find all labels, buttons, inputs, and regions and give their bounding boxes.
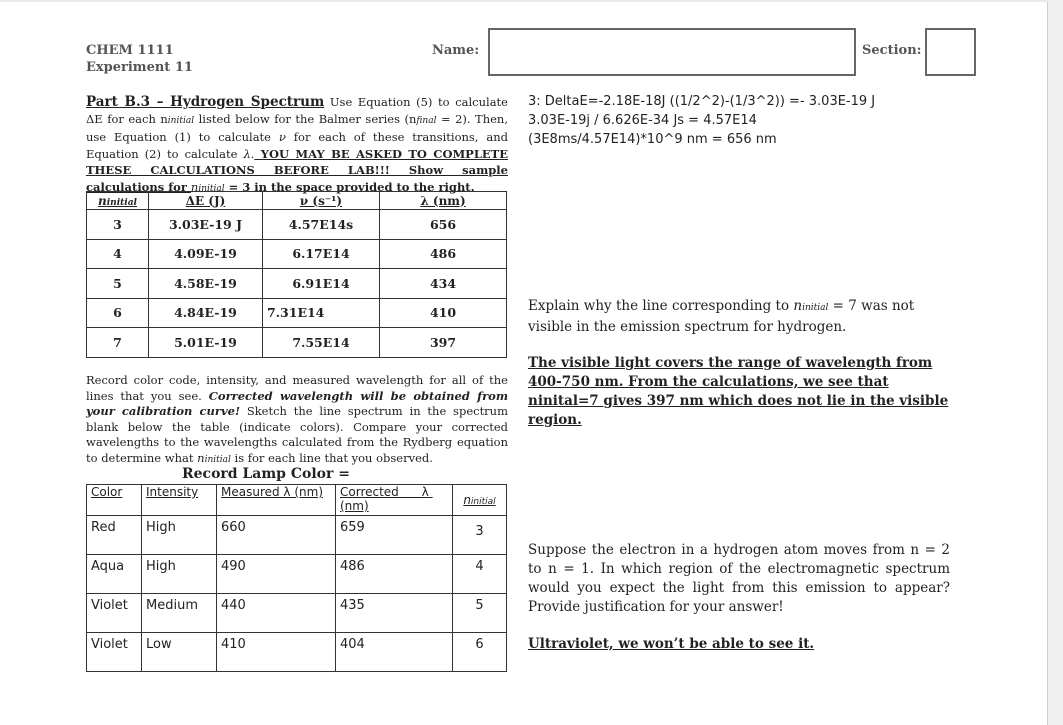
table-cell[interactable]: 440 — [217, 594, 336, 633]
table-cell[interactable]: 410 — [380, 298, 507, 328]
table-cell[interactable]: High — [142, 555, 217, 594]
energy-table — [86, 191, 507, 358]
table-cell[interactable]: 3 — [87, 210, 149, 240]
section-title: Part B.3 – Hydrogen Spectrum — [86, 94, 325, 110]
table-cell[interactable]: 410 — [217, 633, 336, 672]
table-cell[interactable]: 6.91E14 — [263, 269, 380, 299]
calc-line-3: (3E8ms/4.57E14)*10^9 nm = 656 nm — [528, 132, 777, 147]
section-label: Section: — [862, 43, 922, 58]
table-cell[interactable]: 5 — [453, 594, 507, 633]
table-cell[interactable]: 397 — [380, 328, 507, 358]
calc-line-1: 3: DeltaE=-2.18E-18J ((1/2^2)-(1/3^2)) =- 3.03E-19 J — [528, 94, 876, 109]
header-color: Color — [87, 485, 142, 516]
section-field[interactable] — [925, 28, 976, 76]
table-cell[interactable]: 5 — [87, 269, 149, 299]
header-measured: Measured λ (nm) — [217, 485, 336, 516]
table-cell[interactable]: 486 — [380, 239, 507, 269]
table-cell[interactable]: 4.57E14s — [263, 210, 380, 240]
table-cell[interactable]: 660 — [217, 516, 336, 555]
table-cell[interactable]: 7.31E14 — [263, 298, 380, 328]
header-intensity: Intensity — [142, 485, 217, 516]
table-cell[interactable]: 6 — [87, 298, 149, 328]
table-cell[interactable]: 490 — [217, 555, 336, 594]
table-cell[interactable]: 4.09E-19 — [149, 239, 263, 269]
table-cell[interactable]: Aqua — [87, 555, 142, 594]
table-cell[interactable]: High — [142, 516, 217, 555]
header-corrected: Corrected λ (nm) — [336, 485, 453, 516]
experiment-number: Experiment 11 — [86, 60, 193, 75]
name-field[interactable] — [488, 28, 856, 76]
header-delta-e: ΔE (J) — [149, 192, 263, 210]
table-cell[interactable]: 659 — [336, 516, 453, 555]
table-cell[interactable]: 3 — [453, 516, 507, 555]
table-cell[interactable]: Violet — [87, 594, 142, 633]
table-cell[interactable]: 6.17E14 — [263, 239, 380, 269]
table-cell[interactable]: 3.03E-19 J — [149, 210, 263, 240]
table-cell[interactable]: Low — [142, 633, 217, 672]
table-cell[interactable]: Medium — [142, 594, 217, 633]
part-b3-instructions: Part B.3 – Hydrogen Spectrum Use Equation (5) to calculate ΔE for each ninitial listed below for the Balmer series (nfinal = 2). Then, use Equation (1) to calculate ν for each of these transitions, and Equation (2) to calculate λ. YOU MAY BE ASKED TO COMPLETE THESE CALCULATIONS BEFORE LAB!!! Show sample calculations for ninitial = 3 in the space provided to the right. — [86, 94, 509, 194]
table-cell[interactable]: 6 — [453, 633, 507, 672]
table-cell[interactable]: 656 — [380, 210, 507, 240]
course-code: CHEM 1111 — [86, 43, 174, 58]
sample-calculation — [528, 92, 950, 149]
table-cell[interactable]: 4.84E-19 — [149, 298, 263, 328]
table-cell[interactable]: 4 — [87, 239, 149, 269]
table-cell[interactable]: 7.55E14 — [263, 328, 380, 358]
table-cell[interactable]: 5.01E-19 — [149, 328, 263, 358]
question-n2-to-n1: Suppose the electron in a hydrogen atom moves from n = 2 to n = 1. In which region of the electromagnetic spectrum would you expect the light from this emission to appear? Provide justification for your answer! — [528, 542, 950, 615]
table-cell[interactable]: 4 — [453, 555, 507, 594]
lamp-color-label: Record Lamp Color = — [182, 466, 350, 482]
table-cell[interactable]: 4.58E-19 — [149, 269, 263, 299]
header-n: ninitial — [87, 192, 149, 210]
table-cell[interactable]: 435 — [336, 594, 453, 633]
calc-line-2: 3.03E-19j / 6.626E-34 Js = 4.57E14 — [528, 113, 757, 128]
answer-n7-visibility[interactable]: The visible light covers the range of wavelength from 400-750 nm. From the calculations, we see that ninital=7 gives 397 nm which does not lie in the visible region. — [528, 355, 949, 428]
observations-table — [86, 484, 507, 672]
table-cell[interactable]: Violet — [87, 633, 142, 672]
answer-n2-to-n1[interactable]: Ultraviolet, we won’t be able to see it. — [528, 636, 815, 652]
name-label: Name: — [432, 43, 480, 58]
table-cell[interactable]: 434 — [380, 269, 507, 299]
document-page — [0, 2, 1048, 725]
record-instructions: Record color code, intensity, and measured wavelength for all of the lines that you see. Corrected wavelength will be obtained from your calibration curve! Sketch the line spectrum in the spectrum blank below the table (indicate colors). Compare your corrected wavelengths to the wavelengths calculated from the Rydberg equation to determine what ninitial is for each line that you observed. — [86, 373, 509, 465]
header-frequency: ν (s⁻¹) — [263, 192, 380, 210]
table-cell[interactable]: 404 — [336, 633, 453, 672]
question-n7-visibility: Explain why the line corresponding to ninitial = 7 was not visible in the emission spectrum for hydrogen. — [528, 298, 915, 335]
header-n-initial: ninitial — [453, 485, 507, 516]
header-wavelength: λ (nm) — [380, 192, 507, 210]
table-cell[interactable]: Red — [87, 516, 142, 555]
table-cell[interactable]: 7 — [87, 328, 149, 358]
table-cell[interactable]: 486 — [336, 555, 453, 594]
vertical-scrollbar[interactable] — [1048, 0, 1063, 725]
